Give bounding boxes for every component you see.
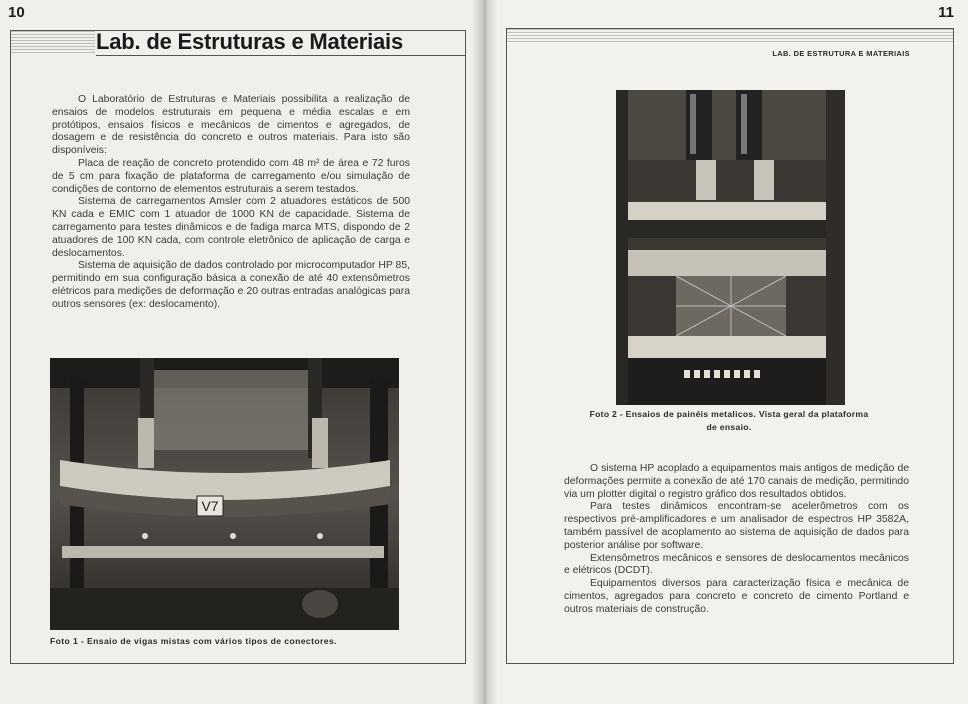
- paragraph: O sistema HP acoplado a equipamentos mais antigos de medição de deformações permite a conexão de até 170 canais de medição, permitindo via um plotter digital o registro gráfico dos resultados obtidos.: [564, 463, 909, 500]
- paragraph: Sistema de carregamentos Amsler com 2 atuadores estáticos de 500 KN cada e EMIC com 1 atuador de 1000 KN de capacidade. Sistema de carregamento para testes dinâmicos e de fadiga marca MTS, dispondo de 2 atuadores de 100 KN cada, com controle eletrônico de aplicação de carga e deslocamentos.: [52, 196, 410, 259]
- right-body-text: [564, 463, 909, 617]
- beam-label: V7: [201, 498, 219, 514]
- paragraph: Para testes dinâmicos encontram-se acelerômetros com os respectivos pré-amplificadores e um analisador de espectros HP 3582A, também passível de acoplamento ao sistema de aquisição de dados para posterior análise por software.: [564, 501, 909, 551]
- paragraph: Equipamentos diversos para caracterização física e mecânica de cimentos, agregados para concreto e concreto de cimento Portland e outros materiais de construção.: [564, 578, 909, 615]
- photo-panel-test: [616, 90, 845, 405]
- panel-test-illustration: [616, 90, 845, 405]
- page-title: Lab. de Estruturas e Materiais: [96, 29, 403, 54]
- header-hatch-decoration: [507, 29, 953, 43]
- title-rule: [96, 55, 466, 56]
- photo-1-caption: Foto 1 - Ensaio de vigas mistas com vários tipos de conectores.: [50, 636, 337, 646]
- left-body-text: [52, 94, 410, 312]
- paragraph: O Laboratório de Estruturas e Materiais possibilita a realização de ensaios de modelos estruturais em pequena e média escalas e em protótipos, ensaios físicos e mecânicos de cimentos e agregados, de dosagem e de resistência do concreto e outros materiais. Para isto são disponíveis:: [52, 94, 410, 157]
- photo-beam-test: [50, 358, 399, 630]
- paragraph: Placa de reação de concreto protendido com 48 m² de área e 72 furos de 5 cm para fixação de plataforma de carregamento e/ou simulação de condições de contorno de elementos estruturais a serem testados.: [52, 157, 410, 195]
- photo-2-caption: Foto 2 - Ensaios de painéis metalicos. Vista geral da plataforma de ensaio.: [589, 409, 869, 432]
- book-spine-shadow: [472, 0, 498, 704]
- running-head: LAB. DE ESTRUTURA E MATERIAIS: [772, 49, 910, 58]
- paragraph: Sistema de aquisição de dados controlado por microcomputador HP 85, permitindo em sua configuração básica a conexão de até 40 extensômetros elétricos para medições de deformação e 20 outras entradas analógicas para outros sensores (ex: deslocamento).: [52, 260, 410, 310]
- page-number-left: 10: [8, 4, 25, 21]
- title-hatch-decoration: [11, 31, 95, 53]
- beam-test-illustration: [50, 358, 399, 630]
- page-number-right: 11: [938, 4, 954, 21]
- paragraph: Extensômetros mecânicos e sensores de deslocamentos mecânicos e elétricos (DCDT).: [564, 552, 909, 577]
